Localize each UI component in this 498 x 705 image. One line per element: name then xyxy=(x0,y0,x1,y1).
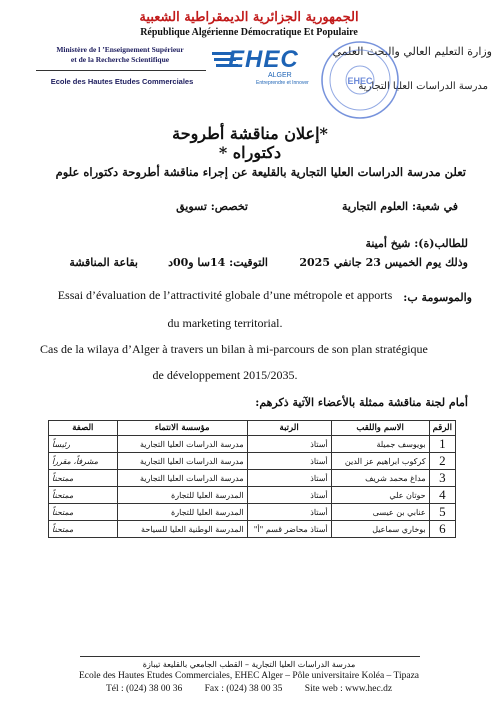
school-name-fr: Ecole des Hautes Etudes Commerciales xyxy=(50,77,194,86)
republic-title-ar: الجمهورية الجزائرية الديمقراطية الشعبية xyxy=(139,10,359,25)
stamp-text: EHEC xyxy=(347,76,373,86)
thesis-title-line4: de développement 2015/2035. xyxy=(152,368,298,382)
jury-table-header xyxy=(49,421,456,436)
header-name: الاسم واللقب xyxy=(331,421,429,436)
defense-time: التوقيت: 14سا و00د xyxy=(168,256,268,269)
jury-name: كركوب ابراهيم عز الدين xyxy=(331,453,429,470)
header-rank: الرتبة xyxy=(247,421,331,436)
jury-role: ممتحناً xyxy=(49,504,118,521)
stamp-seal-icon xyxy=(318,38,402,122)
jury-rank: أستاذ xyxy=(247,470,331,487)
branch-specialty-row xyxy=(40,200,458,216)
header-institution: مؤسسة الانتماء xyxy=(117,421,247,436)
jury-name: عنابي بن عيسى xyxy=(331,504,429,521)
jury-institution: المدرسة العليا للتجارة xyxy=(117,487,247,504)
announcement-title: *إعلان مناقشة أطروحة دكتوراه * xyxy=(172,124,328,162)
ehec-logo xyxy=(210,46,310,92)
school-name-ar: مدرسة الدراسات العليا التجارية xyxy=(358,81,488,92)
thesis-label: والموسومة ب: xyxy=(403,291,472,304)
thesis-title-line3: Cas de la wilaya d’Alger à travers un bilan à mi-parcours de son plan stratégique xyxy=(40,342,428,356)
logo-tagline: Entreprendre et Innover xyxy=(256,80,309,86)
jury-rank: أستاذ xyxy=(247,436,331,453)
jury-num: 1 xyxy=(429,436,455,453)
branch: في شعبة: العلوم التجارية xyxy=(341,200,458,213)
thesis-title-line1: Essai d’évaluation de l’attractivité globale d’une métropole et apports xyxy=(57,288,393,302)
defense-date: وذلك يوم الخميس 23 جانفي 2025 xyxy=(299,256,468,269)
jury-num: 5 xyxy=(429,504,455,521)
ministry-ar: وزارة التعليم العالي والبحث العلمي xyxy=(332,45,492,58)
footer-divider xyxy=(80,656,420,657)
jury-institution: مدرسة الدراسات العليا التجارية xyxy=(117,436,247,453)
table-row xyxy=(49,521,456,538)
table-row xyxy=(49,470,456,487)
jury-institution: المدرسة العليا للتجارة xyxy=(117,504,247,521)
thesis-title-line2: du marketing territorial. xyxy=(167,316,283,330)
logo-city: ALGER xyxy=(268,72,292,79)
footer-contact xyxy=(0,684,498,694)
jury-num: 4 xyxy=(429,487,455,504)
jury-num: 3 xyxy=(429,470,455,487)
jury-institution: المدرسة الوطنية العليا للسياحة xyxy=(117,521,247,538)
footer-tel: Tél : (024) 38 00 36 xyxy=(105,684,183,694)
table-row xyxy=(49,436,456,453)
ministry-fr-line1: Ministère de l ’Enseignement Supérieur xyxy=(56,45,184,54)
jury-institution: مدرسة الدراسات العليا التجارية xyxy=(117,470,247,487)
ministry-fr-line2: et de la Recherche Scientifique xyxy=(70,55,170,64)
table-row xyxy=(49,487,456,504)
jury-role: ممتحناً xyxy=(49,487,118,504)
ministry-fr xyxy=(30,45,210,65)
table-row xyxy=(49,504,456,521)
jury-label: أمام لجنة مناقشة ممثلة بالأعضاء الآتية ذكرهم: xyxy=(255,396,468,409)
jury-name: حوتان علي xyxy=(331,487,429,504)
announcement-intro: تعلن مدرسة الدراسات العليا التجارية بالقليعة عن إجراء مناقشة أطروحة دكتوراه علوم xyxy=(55,165,466,179)
footer-fax: Fax : (024) 38 00 35 xyxy=(204,684,283,694)
jury-role: ممتحناً xyxy=(49,470,118,487)
jury-institution: مدرسة الدراسات العليا التجارية xyxy=(117,453,247,470)
republic-title-fr: République Algérienne Démocratique Et Populaire xyxy=(140,27,358,38)
jury-name: بوخاري سماعيل xyxy=(331,521,429,538)
header-num: الرقم xyxy=(429,421,455,436)
jury-role: مشرفاً، مقرراً xyxy=(49,453,118,470)
jury-role: ممتحناً xyxy=(49,521,118,538)
jury-table xyxy=(48,420,456,538)
jury-num: 6 xyxy=(429,521,455,538)
table-row xyxy=(49,453,456,470)
official-stamp xyxy=(318,38,402,122)
candidate: للطالب(ة): شيخ أمينة xyxy=(365,237,468,250)
jury-rank: أستاذ xyxy=(247,487,331,504)
footer-website[interactable]: Site web : www.hec.dz xyxy=(304,684,393,694)
jury-num: 2 xyxy=(429,453,455,470)
jury-rank: أستاذ xyxy=(247,504,331,521)
specialty: تخصص: تسويق xyxy=(176,200,248,213)
defense-place: بقاعة المناقشة xyxy=(69,256,138,269)
jury-name: مداغ محمد شريف xyxy=(331,470,429,487)
jury-rank: أستاذ xyxy=(247,453,331,470)
footer-address-fr: Ecole des Hautes Etudes Commerciales, EHEC Alger – Pôle universitaire Koléa – Tipaza xyxy=(78,671,420,681)
jury-role: رئيساً xyxy=(49,436,118,453)
jury-name: بويوسف جميلة xyxy=(331,436,429,453)
footer-address-ar: مدرسة الدراسات العليا التجارية – القطب الجامعي بالقليعة تيبازة xyxy=(142,660,356,669)
jury-rank: أستاذ محاضر قسم "أ" xyxy=(247,521,331,538)
logo-name: EHEC xyxy=(228,46,299,73)
header-role: الصفة xyxy=(49,421,118,436)
header-divider xyxy=(36,70,206,71)
